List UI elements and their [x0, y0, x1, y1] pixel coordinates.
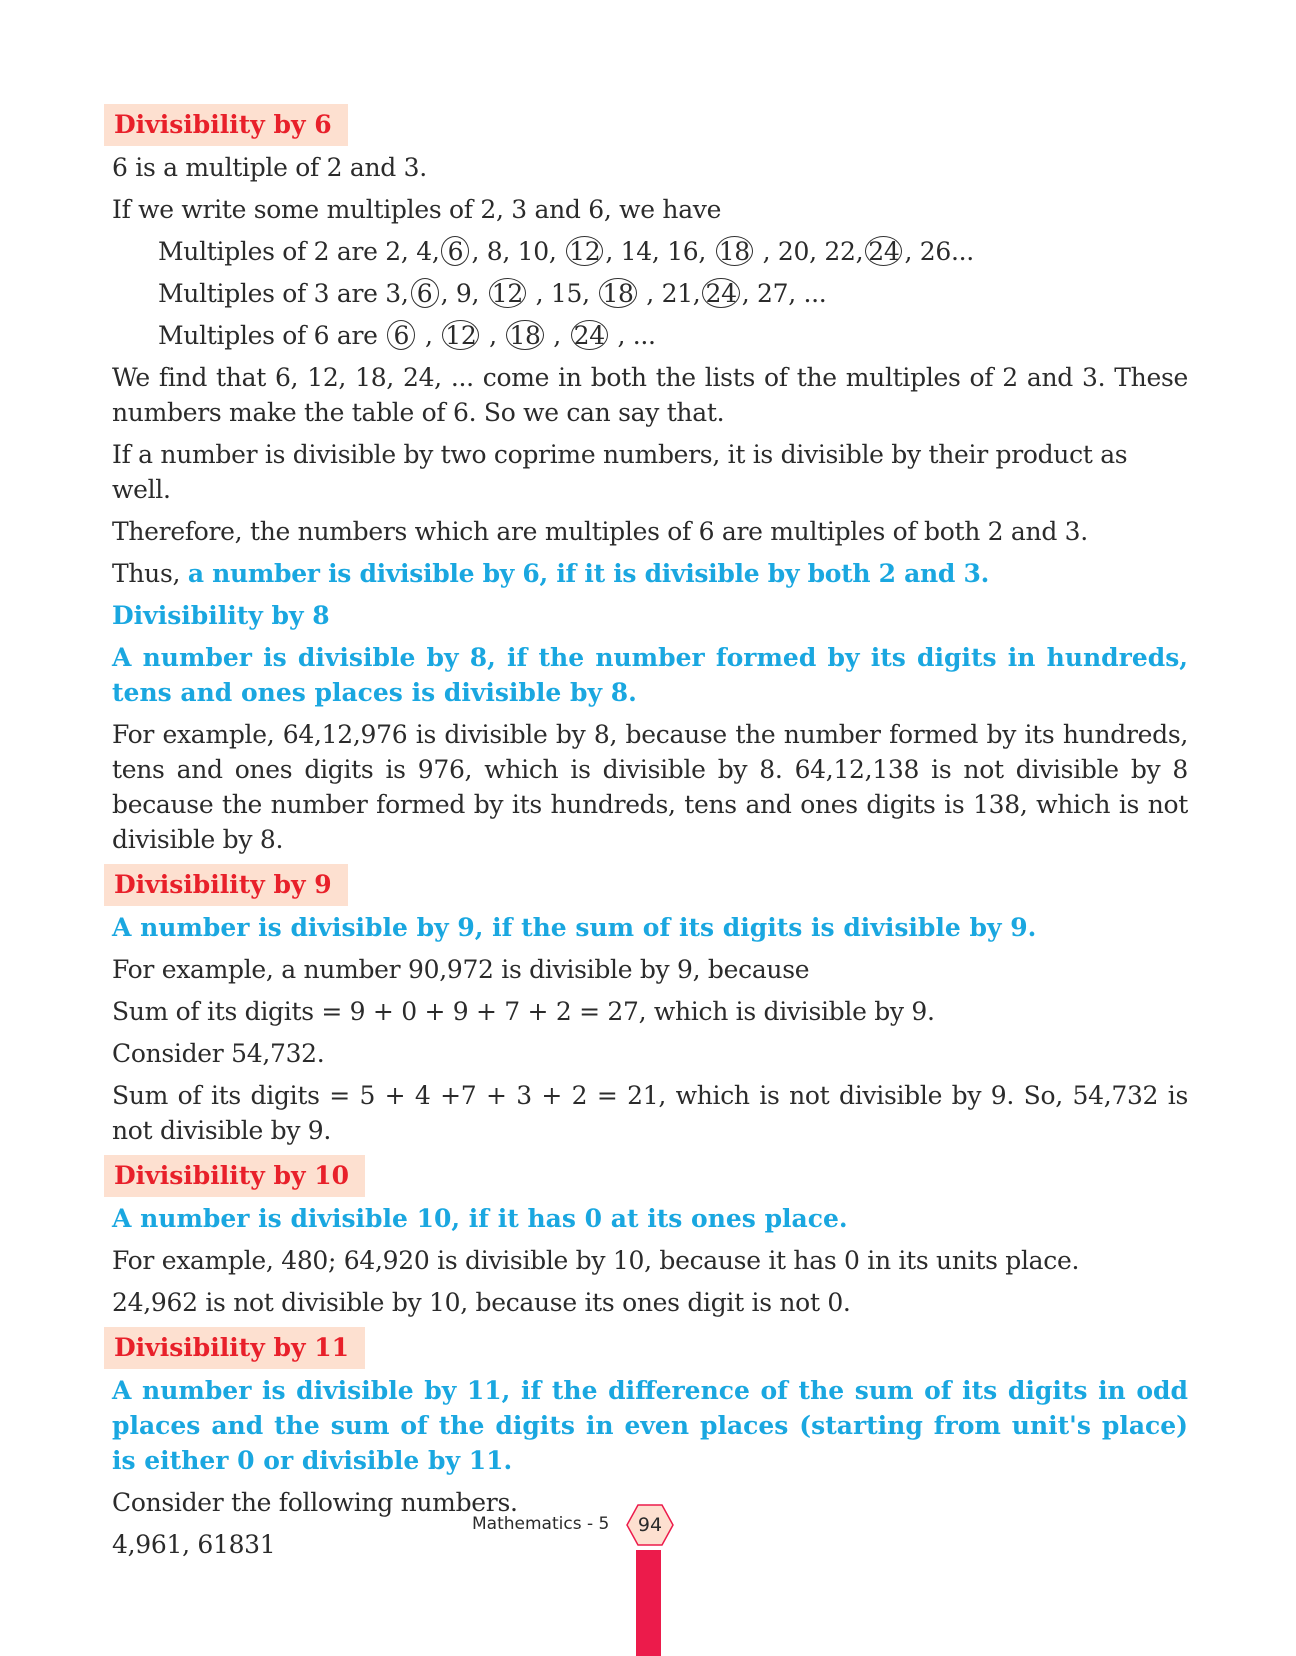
paragraph: Therefore, the numbers which are multiples of 6 are multiples of both 2 and 3.: [112, 517, 1088, 546]
heading-divisibility-9: Divisibility by 9: [104, 864, 348, 906]
circled-number: 12: [442, 320, 479, 350]
paragraph: We find that 6, 12, 18, 24, ... come in both the lists of the multiples of 2 and 3. These numbers make the table of 6. So we can say that.: [112, 363, 1188, 427]
book-title: Mathematics - 5: [472, 1514, 610, 1534]
rule-divisibility-10: A number is divisible 10, if it has 0 at its ones place.: [112, 1204, 848, 1233]
paragraph: For example, 64,12,976 is divisible by 8, because the number formed by its hundreds, tens and ones digits is 976, which is divisible by 8. 64,12,138 is not divisible by 8 because the number formed by its hundreds, tens and ones digits is 138, which is not divisible by 8.: [112, 720, 1188, 854]
paragraph: For example, a number 90,972 is divisible by 9, because: [112, 955, 810, 984]
paragraph: 24,962 is not divisible by 10, because its ones digit is not 0.: [112, 1288, 851, 1317]
paragraph: Sum of its digits = 9 + 0 + 9 + 7 + 2 = 27, which is divisible by 9.: [112, 997, 935, 1026]
circled-number: 12: [566, 236, 603, 266]
heading-divisibility-6: Divisibility by 6: [104, 104, 348, 146]
circled-number: 24: [865, 236, 902, 266]
page-number: 94: [637, 1514, 663, 1536]
paragraph: If a number is divisible by two coprime numbers, it is divisible by their product as well.: [112, 440, 1128, 504]
circled-number: 24: [571, 320, 608, 350]
paragraph: 4,961, 61831: [112, 1530, 276, 1559]
page-number-badge: [626, 1504, 674, 1546]
paragraph: Consider 54,732.: [112, 1039, 325, 1068]
circled-number: 6: [411, 278, 439, 308]
heading-divisibility-11: Divisibility by 11: [104, 1327, 365, 1369]
circled-number: 6: [387, 320, 415, 350]
paragraph: Sum of its digits = 5 + 4 +7 + 3 + 2 = 21, which is not divisible by 9. So, 54,732 is not divisible by 9.: [112, 1081, 1188, 1145]
circled-number: 18: [599, 278, 636, 308]
circled-number: 18: [506, 320, 543, 350]
paragraph: Consider the following numbers.: [112, 1488, 518, 1517]
heading-divisibility-10: Divisibility by 10: [104, 1155, 365, 1197]
page-tab-bar: [636, 1550, 661, 1656]
paragraph: For example, 480; 64,920 is divisible by 10, because it has 0 in its units place.: [112, 1246, 1080, 1275]
multiples-of-2-line: Multiples of 2 are 2, 4, 6 , 8, 10, 12 , 14, 16, 18 , 20, 22, 24 , 26...: [158, 237, 974, 266]
multiples-of-3-line: Multiples of 3 are 3, 6 , 9, 12 , 15, 18 , 21, 24 , 27, ...: [158, 279, 827, 308]
conclusion-line: Thus, a number is divisible by 6, if it is divisible by both 2 and 3.: [112, 559, 990, 588]
paragraph: If we write some multiples of 2, 3 and 6, we have: [112, 195, 722, 224]
paragraph: 6 is a multiple of 2 and 3.: [112, 153, 427, 182]
page-content: [112, 104, 1188, 1569]
circled-number: 6: [441, 236, 469, 266]
circled-number: 12: [489, 278, 526, 308]
heading-divisibility-8: Divisibility by 8: [112, 601, 330, 630]
multiples-of-6-line: Multiples of 6 are 6 , 12 , 18 , 24 , ...: [158, 321, 656, 350]
circled-number: 24: [702, 278, 739, 308]
rule-divisibility-11: A number is divisible by 11, if the difference of the sum of its digits in odd places and the sum of the digits in even places (starting from unit's place) is either 0 or divisible by 11.: [112, 1376, 1188, 1475]
circled-number: 18: [716, 236, 753, 266]
rule-divisibility-8: A number is divisible by 8, if the number formed by its digits in hundreds, tens and ones places is divisible by 8.: [112, 643, 1188, 707]
rule-divisibility-9: A number is divisible by 9, if the sum of its digits is divisible by 9.: [112, 913, 1037, 942]
rule-emphasis: a number is divisible by 6, if it is divisible by both 2 and 3.: [187, 559, 990, 588]
